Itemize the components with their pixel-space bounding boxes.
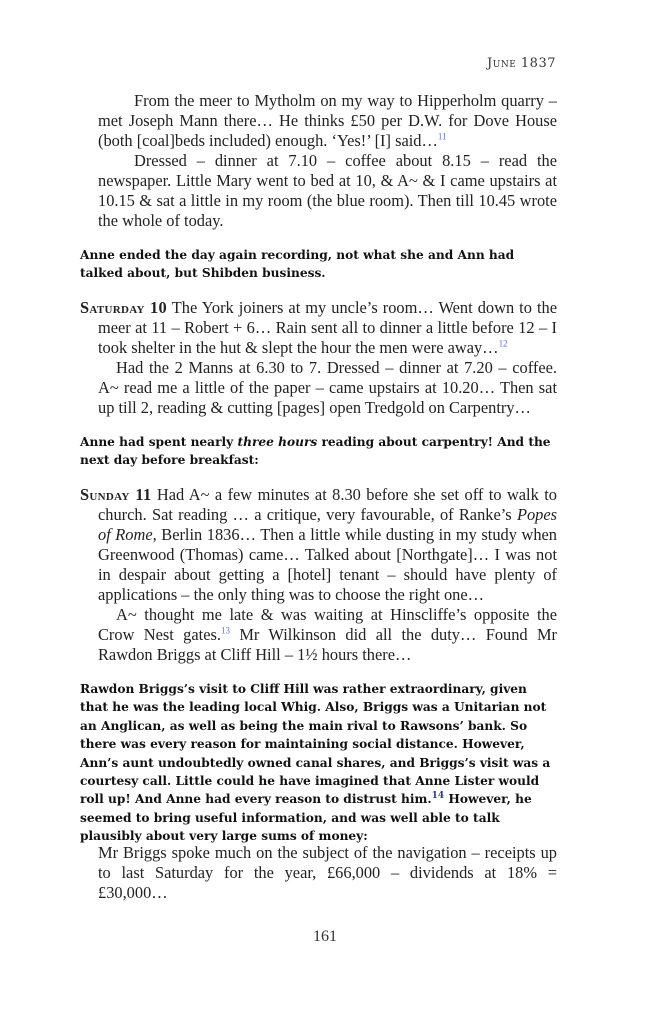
diary-paragraph	[80, 485, 557, 605]
footnote-marker[interactable]: 13	[220, 625, 230, 636]
diary-block-2	[80, 298, 557, 418]
diary-paragraph	[80, 151, 557, 231]
footnote-marker[interactable]: 14	[431, 791, 445, 802]
diary-paragraph	[80, 843, 557, 903]
entry-date-heading: Sunday 11	[80, 485, 152, 504]
diary-text: From the meer to Mytholm on my way to Hipperholm quarry – met Joseph Mann there… He thinks £50 per D.W. for Dove House (both [coal]beds included) enough. ‘Yes!’ [I] said…	[98, 91, 557, 150]
diary-block-1	[80, 91, 557, 231]
commentary-paragraph-3	[80, 680, 558, 846]
diary-paragraph	[80, 358, 557, 418]
running-head: June 1837	[487, 56, 556, 71]
diary-text: Had the 2 Manns at 6.30 to 7. Dressed – dinner at 7.20 – coffee. A~ read me a little of the paper – came upstairs at 10.20… Then sat up till 2, reading & cutting [pages] open Tredgold on Carpentry…	[98, 358, 557, 417]
commentary-text: Anne had spent nearly	[80, 435, 238, 449]
diary-paragraph	[80, 91, 557, 151]
diary-paragraph	[80, 605, 557, 665]
book-title: Popes of Rome	[98, 505, 557, 544]
commentary-emphasis: three hours	[237, 435, 318, 449]
diary-text: , Berlin 1836… Then a little while dusting in my study when Greenwood (Thomas) came… Talked about [Northgate]… I was not in despair about getting a [hotel] tenant – should have plenty of applications – the only thing was to choose the right one…	[98, 525, 557, 604]
commentary-paragraph-2	[80, 433, 558, 470]
commentary-paragraph-1: Anne ended the day again recording, not what she and Ann had talked about, but Shibden business.	[80, 248, 515, 281]
commentary-text: reading about carpentry! And the next day before breakfast:	[80, 435, 551, 468]
diary-text: Dressed – dinner at 7.10 – coffee about 8.15 – read the newspaper. Little Mary went to bed at 10, & A~ & I came upstairs at 10.15 & sat a little in my room (the blue room). Then till 10.45 wrote the whole of today.	[98, 151, 557, 230]
footnote-marker[interactable]: 11	[437, 131, 447, 142]
diary-text: Had A~ a few minutes at 8.30 before she set off to walk to church. Sat reading … a critique, very favourable, of Ranke’s	[98, 485, 557, 524]
commentary-text: Rawdon Briggs’s visit to Cliff Hill was rather extraordinary, given that he was the leading local Whig. Also, Briggs was a Unitarian not an Anglican, as well as being the main rival to Rawsons’ bank. So there was every reason for maintaining social distance. However, Ann’s aunt undoubtedly owned canal shares, and Briggs’s visit was a courtesy call. Little could he have imagined that Anne Lister would roll up! And Anne had every reason to distrust him.	[80, 682, 551, 807]
page-number: 161	[313, 928, 337, 945]
footnote-marker[interactable]: 12	[498, 338, 508, 349]
diary-text: Mr Wilkinson did all the duty… Found Mr Rawdon Briggs at Cliff Hill – 1½ hours there…	[98, 625, 557, 664]
diary-text: The York joiners at my uncle’s room… Went down to the meer at 11 – Robert + 6… Rain sent all to dinner a little before 12 – I took shelter in the hut & slept the hour the men were away…	[98, 298, 557, 357]
diary-block-3	[80, 485, 557, 665]
diary-text: A~ thought me late & was waiting at Hinscliffe’s opposite the Crow Nest gates.	[98, 605, 557, 644]
commentary-text: However, he seemed to bring useful information, and was well able to talk plausibly about very large sums of money:	[80, 792, 532, 844]
diary-block-4	[80, 843, 557, 903]
diary-text: Mr Briggs spoke much on the subject of the navigation – receipts up to last Saturday for the year, £66,000 – dividends at 18% = £30,000…	[98, 843, 557, 902]
diary-paragraph	[80, 298, 557, 358]
entry-date-heading: Saturday 10	[80, 298, 168, 317]
